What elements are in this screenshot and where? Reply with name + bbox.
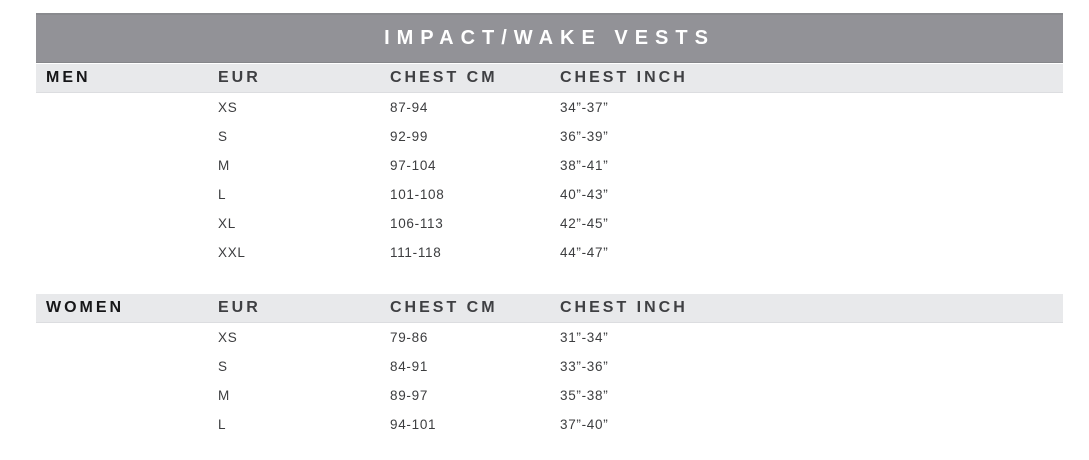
cell-chest-inch: 31”-34” bbox=[560, 330, 609, 345]
cell-eur: L bbox=[218, 417, 227, 432]
cell-chest-cm: 101-108 bbox=[390, 187, 445, 202]
cell-eur: S bbox=[218, 359, 228, 374]
cell-chest-cm: 84-91 bbox=[390, 359, 429, 374]
table-row bbox=[36, 93, 1063, 122]
column-header-chest-cm: CHEST CM bbox=[390, 69, 498, 86]
cell-chest-cm: 87-94 bbox=[390, 100, 429, 115]
cell-eur: M bbox=[218, 158, 230, 173]
table-title: IMPACT/WAKE VESTS bbox=[384, 27, 715, 49]
table-row bbox=[36, 151, 1063, 180]
cell-eur: XXL bbox=[218, 245, 246, 260]
table-row bbox=[36, 352, 1063, 381]
cell-chest-cm: 111-118 bbox=[390, 245, 442, 260]
cell-chest-inch: 33”-36” bbox=[560, 359, 609, 374]
column-header-chest-cm: CHEST CM bbox=[390, 299, 498, 316]
cell-chest-cm: 89-97 bbox=[390, 388, 429, 403]
cell-eur: XS bbox=[218, 100, 238, 115]
cell-eur: S bbox=[218, 129, 228, 144]
cell-chest-inch: 40”-43” bbox=[560, 187, 609, 202]
cell-chest-cm: 106-113 bbox=[390, 216, 444, 231]
men-rows bbox=[36, 93, 1063, 267]
table-row bbox=[36, 410, 1063, 439]
cell-chest-cm: 92-99 bbox=[390, 129, 429, 144]
table-row bbox=[36, 122, 1063, 151]
cell-chest-cm: 94-101 bbox=[390, 417, 437, 432]
section-header-women bbox=[36, 294, 1063, 323]
table-row bbox=[36, 209, 1063, 238]
size-chart bbox=[36, 13, 1063, 439]
table-row bbox=[36, 238, 1063, 267]
cell-chest-inch: 36”-39” bbox=[560, 129, 609, 144]
cell-eur: XS bbox=[218, 330, 238, 345]
cell-chest-inch: 38”-41” bbox=[560, 158, 609, 173]
cell-chest-inch: 44”-47” bbox=[560, 245, 609, 260]
column-header-chest-inch: CHEST INCH bbox=[560, 299, 688, 316]
cell-chest-inch: 35”-38” bbox=[560, 388, 609, 403]
column-header-chest-inch: CHEST INCH bbox=[560, 69, 688, 86]
cell-chest-inch: 37”-40” bbox=[560, 417, 609, 432]
cell-chest-cm: 97-104 bbox=[390, 158, 437, 173]
gender-label-women: WOMEN bbox=[46, 299, 125, 316]
column-header-eur: EUR bbox=[218, 69, 261, 86]
table-row bbox=[36, 381, 1063, 410]
section-gap bbox=[36, 267, 1063, 293]
cell-chest-inch: 42”-45” bbox=[560, 216, 609, 231]
women-rows bbox=[36, 323, 1063, 439]
cell-chest-cm: 79-86 bbox=[390, 330, 429, 345]
cell-eur: XL bbox=[218, 216, 236, 231]
cell-eur: L bbox=[218, 187, 227, 202]
cell-chest-inch: 34”-37” bbox=[560, 100, 609, 115]
table-title-bar bbox=[36, 13, 1063, 63]
gender-label-men: MEN bbox=[46, 69, 91, 86]
column-header-eur: EUR bbox=[218, 299, 261, 316]
section-header-men bbox=[36, 64, 1063, 93]
table-row bbox=[36, 323, 1063, 352]
table-row bbox=[36, 180, 1063, 209]
cell-eur: M bbox=[218, 388, 230, 403]
